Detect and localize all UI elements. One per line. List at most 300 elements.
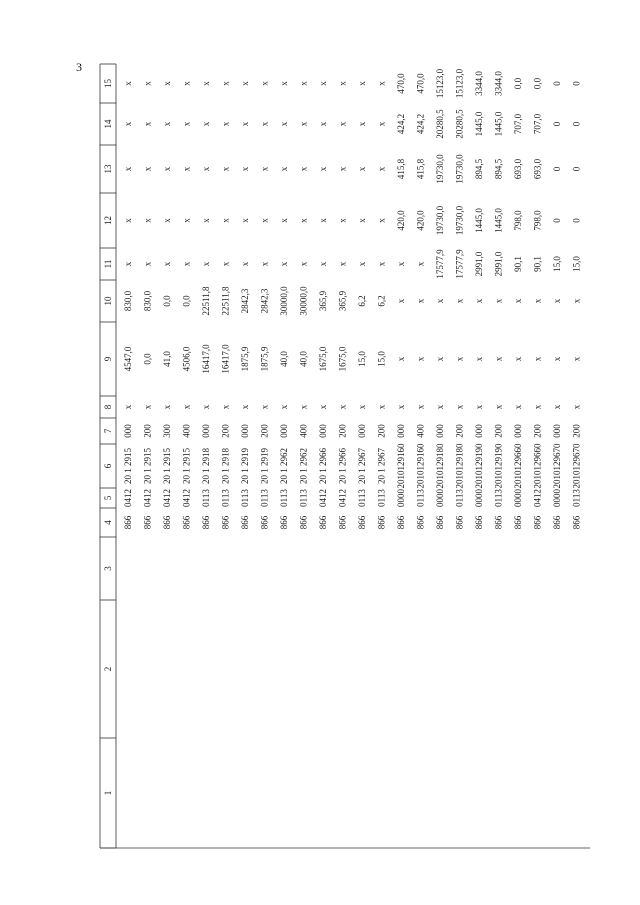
table-cell: 40,0: [298, 351, 309, 367]
table-cell: x: [396, 261, 406, 267]
table-cell: 2010129180: [454, 443, 465, 489]
table-cell: 20 1 2962: [279, 448, 289, 484]
table-cell: 2010129670: [571, 443, 582, 489]
table-cell: 200: [571, 424, 582, 438]
table-cell: 2991,0: [474, 251, 484, 277]
table-cell: 0412: [337, 489, 348, 507]
table-cell: 2010129190: [474, 443, 484, 489]
table-cell: 2010129670: [552, 443, 562, 489]
table-cell: 424,2: [415, 113, 426, 135]
table-cell: 798,0: [532, 210, 543, 231]
table-cell: 400: [415, 424, 426, 438]
table-cell: x: [454, 404, 465, 410]
table-cell: x: [181, 121, 192, 127]
table-cell: x: [571, 298, 582, 304]
table-cell: 15123,0: [435, 68, 445, 99]
table-cell: 0412: [142, 489, 153, 507]
table-cell: 2010129660: [532, 443, 543, 489]
table-cell: 1875,9: [240, 346, 250, 372]
table-cell: 0: [571, 166, 582, 172]
table-cell: x: [123, 261, 133, 267]
table-cell: 0113: [220, 489, 231, 507]
table-cell: 15,0: [357, 351, 367, 367]
table-cell: 866: [279, 515, 289, 530]
table-cell: 866: [513, 515, 523, 530]
table-cell: x: [142, 404, 153, 410]
table-cell: 20 1 2918: [201, 448, 211, 484]
table-cell: 200: [493, 424, 504, 438]
table-cell: x: [396, 356, 406, 362]
table-cell: x: [376, 218, 387, 223]
column-header-5: 5: [103, 495, 113, 501]
table-cell: 424,2: [396, 113, 406, 135]
table-cell: 15,0: [571, 256, 582, 272]
table-cell: 0: [552, 121, 562, 127]
table-row: [201, 81, 211, 530]
table-cell: 0113: [201, 489, 211, 507]
column-header-3: 3: [103, 566, 113, 571]
table-cell: 2010129190: [493, 443, 504, 489]
table-cell: 830,0: [142, 290, 153, 312]
table-cell: 000: [240, 424, 250, 438]
table-cell: 866: [201, 515, 211, 530]
table-cell: x: [415, 404, 426, 410]
table-row: [572, 81, 582, 530]
column-header-15: 15: [103, 79, 113, 88]
table-row: [396, 73, 406, 529]
table-cell: 200: [376, 424, 387, 438]
table-cell: 20 1 2966: [318, 448, 328, 484]
table-row: [455, 68, 465, 529]
table-cell: x: [474, 356, 484, 362]
table-cell: x: [298, 81, 309, 86]
table-cell: x: [259, 261, 270, 267]
table-cell: x: [162, 81, 172, 86]
table-cell: 20 1 2967: [376, 448, 387, 484]
table-cell: 0000: [435, 489, 445, 507]
table-cell: 200: [220, 424, 231, 438]
table-cell: 20 1 2966: [337, 448, 348, 484]
table-cell: 2842,3: [240, 288, 250, 314]
table-cell: 16417,0: [220, 344, 231, 374]
table-cell: x: [552, 298, 562, 304]
table-cell: x: [142, 261, 153, 267]
table-cell: 866: [123, 515, 133, 530]
table-cell: 22511,8: [201, 286, 211, 316]
table-cell: 866: [220, 515, 231, 530]
table-cell: x: [532, 356, 543, 362]
table-cell: 20 1 2918: [220, 448, 231, 484]
table-cell: 0412: [181, 489, 192, 507]
table-cell: x: [240, 81, 250, 86]
table-cell: x: [396, 404, 406, 410]
table-cell: 0412: [532, 489, 543, 507]
table-row: [318, 81, 328, 530]
table-cell: 866: [181, 515, 192, 530]
table-cell: 0,0: [532, 77, 543, 90]
table-cell: 2842,3: [259, 288, 270, 314]
table-cell: x: [376, 121, 387, 127]
table-cell: 200: [142, 424, 153, 438]
table-cell: x: [181, 404, 192, 410]
table-cell: 415,8: [415, 158, 426, 180]
table-cell: x: [532, 298, 543, 304]
table-cell: 15,0: [376, 351, 387, 367]
table-cell: 866: [415, 515, 426, 530]
table-cell: x: [474, 404, 484, 410]
table-cell: 0113: [279, 489, 289, 507]
table-cell: 200: [259, 424, 270, 438]
table-cell: x: [259, 218, 270, 223]
table-cell: x: [220, 218, 231, 223]
table-cell: 000: [435, 424, 445, 438]
table-cell: x: [493, 404, 504, 410]
table-cell: x: [376, 81, 387, 86]
table-cell: 866: [474, 515, 484, 530]
table-cell: 0000: [513, 489, 523, 507]
table-cell: 17577,9: [435, 249, 445, 279]
column-header-8: 8: [103, 404, 113, 410]
table-cell: 000: [318, 424, 328, 438]
table-row: [221, 81, 231, 530]
table-cell: 693,0: [513, 158, 523, 180]
table-cell: 4506,0: [181, 346, 192, 372]
table-cell: 894,5: [493, 158, 504, 180]
column-header-6: 6: [103, 463, 113, 469]
table-cell: x: [123, 218, 133, 223]
table-cell: 1875,9: [259, 346, 270, 372]
table-cell: x: [201, 81, 211, 86]
table-cell: x: [337, 121, 348, 127]
table-cell: x: [357, 166, 367, 172]
table-cell: x: [435, 404, 445, 410]
table-cell: x: [142, 166, 153, 172]
table-cell: x: [337, 81, 348, 86]
table-cell: x: [240, 218, 250, 223]
table-header-row: [103, 79, 113, 796]
table-cell: x: [142, 81, 153, 86]
table-cell: 20 1 2915: [142, 448, 153, 484]
table-cell: x: [240, 166, 250, 172]
table-cell: x: [201, 261, 211, 267]
table-cell: 20 1 2919: [259, 448, 270, 484]
table-cell: 0113: [415, 489, 426, 507]
table-cell: 0412: [162, 489, 172, 507]
table-cell: 866: [396, 515, 406, 530]
table-cell: 20 1 2919: [240, 448, 250, 484]
table-cell: x: [337, 218, 348, 223]
table-cell: 20280,5: [454, 109, 465, 139]
table-cell: x: [454, 298, 465, 304]
table-cell: 866: [376, 515, 387, 530]
table-cell: 2010129180: [435, 443, 445, 489]
table-cell: x: [220, 121, 231, 127]
table-cell: 000: [396, 424, 406, 438]
table-cell: x: [279, 404, 289, 410]
table-cell: x: [415, 298, 426, 304]
table-cell: 000: [552, 424, 562, 438]
table-cell: 20 1 2967: [357, 448, 367, 484]
table-cell: x: [337, 404, 348, 410]
table-cell: 420,0: [396, 210, 406, 231]
table-cell: 0113: [493, 489, 504, 507]
column-header-10: 10: [103, 296, 113, 306]
table-cell: x: [220, 166, 231, 172]
table-row: [240, 81, 250, 530]
column-header-11: 11: [103, 259, 113, 269]
table-cell: x: [318, 261, 328, 267]
table-row: [182, 81, 192, 530]
table-cell: x: [279, 218, 289, 223]
table-cell: 0,0: [513, 77, 523, 90]
table-cell: x: [259, 404, 270, 410]
table-cell: 415,8: [396, 158, 406, 180]
table-cell: x: [415, 356, 426, 362]
table-cell: 6,2: [357, 295, 367, 307]
table-cell: x: [181, 218, 192, 223]
table-cell: x: [162, 121, 172, 127]
table-cell: 19730,0: [435, 205, 445, 236]
table-cell: 20 1 2962: [298, 448, 309, 484]
table-cell: 830,0: [123, 290, 133, 312]
table-cell: x: [142, 218, 153, 223]
table-cell: 866: [454, 515, 465, 530]
table-cell: x: [357, 121, 367, 127]
table-cell: x: [318, 121, 328, 127]
table-cell: 20 1 2915: [162, 448, 172, 484]
table-cell: 000: [123, 424, 133, 438]
table-cell: 30000,0: [279, 286, 289, 316]
table-cell: x: [513, 298, 523, 304]
table-cell: 41,0: [162, 351, 172, 367]
table-cell: x: [240, 404, 250, 410]
table-cell: 0113: [571, 489, 582, 507]
table-cell: 15,0: [552, 256, 562, 272]
column-header-7: 7: [103, 428, 113, 434]
table-cell: x: [201, 218, 211, 223]
table-cell: 0000: [396, 489, 406, 507]
table-cell: 000: [513, 424, 523, 438]
table-cell: 707,0: [513, 113, 523, 135]
table-cell: 894,5: [474, 158, 484, 180]
table-cell: 0: [552, 81, 562, 86]
table-cell: 866: [571, 515, 582, 530]
table-cell: 866: [435, 515, 445, 530]
table-cell: 0,0: [162, 295, 172, 307]
table-cell: 0,0: [142, 353, 153, 365]
table-cell: x: [415, 261, 426, 267]
table-cell: x: [357, 218, 367, 223]
table-cell: 22511,8: [220, 286, 231, 316]
table-cell: 866: [532, 515, 543, 530]
table-cell: 0113: [240, 489, 250, 507]
table-cell: 40,0: [279, 351, 289, 367]
table-cell: 365,9: [318, 290, 328, 312]
table-row: [533, 77, 543, 529]
table-cell: 19730,0: [435, 154, 445, 184]
table-cell: 0412: [123, 489, 133, 507]
table-cell: x: [279, 121, 289, 127]
table-cell: 0: [552, 218, 562, 223]
table-cell: x: [220, 404, 231, 410]
table-cell: x: [220, 261, 231, 267]
table-cell: 470,0: [415, 73, 426, 94]
table-row: [416, 73, 426, 529]
table-cell: x: [376, 404, 387, 410]
table-row: [123, 81, 133, 530]
table-cell: x: [493, 356, 504, 362]
table-cell: 19730,0: [454, 154, 465, 184]
table-cell: x: [337, 261, 348, 267]
table-cell: x: [298, 121, 309, 127]
table-cell: x: [220, 81, 231, 86]
table-cell: 90,1: [513, 256, 523, 272]
table-cell: 0113: [298, 489, 309, 507]
table-cell: 0,0: [181, 295, 192, 307]
table-cell: 300: [162, 424, 172, 438]
table-row: [260, 81, 270, 530]
table-cell: x: [123, 166, 133, 172]
table-cell: x: [435, 298, 445, 304]
table-row: [162, 81, 172, 530]
column-header-12: 12: [103, 216, 113, 225]
table-cell: 866: [552, 515, 562, 530]
table-cell: x: [474, 298, 484, 304]
table-cell: x: [571, 356, 582, 362]
table-cell: 798,0: [513, 210, 523, 231]
table-row: [299, 81, 309, 530]
table-cell: x: [298, 261, 309, 267]
table-cell: 2010129660: [513, 443, 523, 489]
table-cell: 866: [162, 515, 172, 530]
table-cell: 866: [493, 515, 504, 530]
table-cell: 200: [532, 424, 543, 438]
table-cell: x: [396, 298, 406, 304]
table-cell: x: [259, 81, 270, 86]
table-cell: 400: [298, 424, 309, 438]
table-cell: 200: [454, 424, 465, 438]
table-cell: 20 1 2915: [123, 448, 133, 484]
table-cell: 0: [571, 81, 582, 86]
table-cell: 17577,9: [454, 249, 465, 279]
table-cell: x: [123, 121, 133, 127]
table-cell: x: [357, 261, 367, 267]
table-cell: 0113: [454, 489, 465, 507]
table-cell: x: [201, 404, 211, 410]
table-cell: x: [279, 166, 289, 172]
table-cell: 200: [337, 424, 348, 438]
table-cell: 1445,0: [474, 111, 484, 137]
column-header-2: 2: [103, 666, 113, 672]
table-cell: x: [318, 166, 328, 172]
table-cell: 400: [181, 424, 192, 438]
table-cell: 0000: [552, 489, 562, 507]
table-cell: x: [513, 356, 523, 362]
table-cell: 2991,0: [493, 251, 504, 277]
table-cell: x: [298, 218, 309, 223]
table-cell: 30000,0: [298, 286, 309, 316]
table-cell: 0: [571, 121, 582, 127]
table-cell: 6,2: [376, 295, 387, 307]
table-cell: 000: [357, 424, 367, 438]
table-cell: 707,0: [532, 113, 543, 135]
table-cell: x: [240, 121, 250, 127]
table-cell: x: [162, 261, 172, 267]
table-cell: x: [376, 166, 387, 172]
column-header-9: 9: [103, 356, 113, 362]
table-cell: x: [259, 121, 270, 127]
table-cell: x: [318, 218, 328, 223]
column-header-14: 14: [103, 119, 113, 129]
table-cell: x: [240, 261, 250, 267]
table-cell: 4547,0: [123, 346, 133, 372]
table-cell: 0: [571, 218, 582, 223]
table-cell: x: [513, 404, 523, 410]
table-cell: 000: [474, 424, 484, 438]
table-cell: x: [162, 218, 172, 223]
table-row: [279, 81, 289, 530]
table-cell: 3344,0: [493, 71, 504, 96]
table-cell: 1675,0: [318, 346, 328, 372]
table-row: [513, 77, 523, 529]
table-cell: 0113: [376, 489, 387, 507]
table-cell: 470,0: [396, 73, 406, 94]
table-cell: 16417,0: [201, 344, 211, 374]
table-cell: 000: [201, 424, 211, 438]
table-cell: 19730,0: [454, 205, 465, 236]
table-cell: x: [201, 121, 211, 127]
table-cell: 15123,0: [454, 68, 465, 99]
table-body: [123, 68, 582, 529]
table-cell: x: [279, 81, 289, 86]
table-cell: x: [454, 356, 465, 362]
table-cell: x: [279, 261, 289, 267]
table-cell: 20280,5: [435, 109, 445, 139]
table-cell: 866: [337, 515, 348, 530]
table-row: [143, 81, 153, 530]
table-cell: x: [552, 356, 562, 362]
table-cell: 0113: [259, 489, 270, 507]
table-row: [435, 68, 445, 529]
table-row: [338, 81, 348, 530]
table-cell: 866: [318, 515, 328, 530]
table-cell: x: [162, 166, 172, 172]
table-cell: 1445,0: [493, 111, 504, 137]
table-cell: x: [162, 404, 172, 410]
table-cell: 0412: [318, 489, 328, 507]
table-cell: 866: [240, 515, 250, 530]
table-cell: x: [123, 81, 133, 86]
table-row: [377, 81, 387, 530]
table-cell: x: [298, 166, 309, 172]
table-cell: x: [337, 166, 348, 172]
table-cell: x: [552, 404, 562, 410]
table-cell: 866: [259, 515, 270, 530]
table-cell: 0113: [357, 489, 367, 507]
table-cell: 2010129160: [396, 443, 406, 489]
table-cell: 2010129160: [415, 443, 426, 489]
table-cell: 0: [552, 166, 562, 172]
table-row: [552, 81, 562, 530]
page-number: 3: [76, 60, 82, 74]
table-cell: x: [376, 261, 387, 267]
table-cell: x: [298, 404, 309, 410]
table-cell: 3344,0: [474, 71, 484, 96]
table-cell: x: [181, 261, 192, 267]
column-header-1: 1: [103, 790, 113, 796]
table-row: [357, 81, 367, 530]
table-cell: x: [571, 404, 582, 410]
